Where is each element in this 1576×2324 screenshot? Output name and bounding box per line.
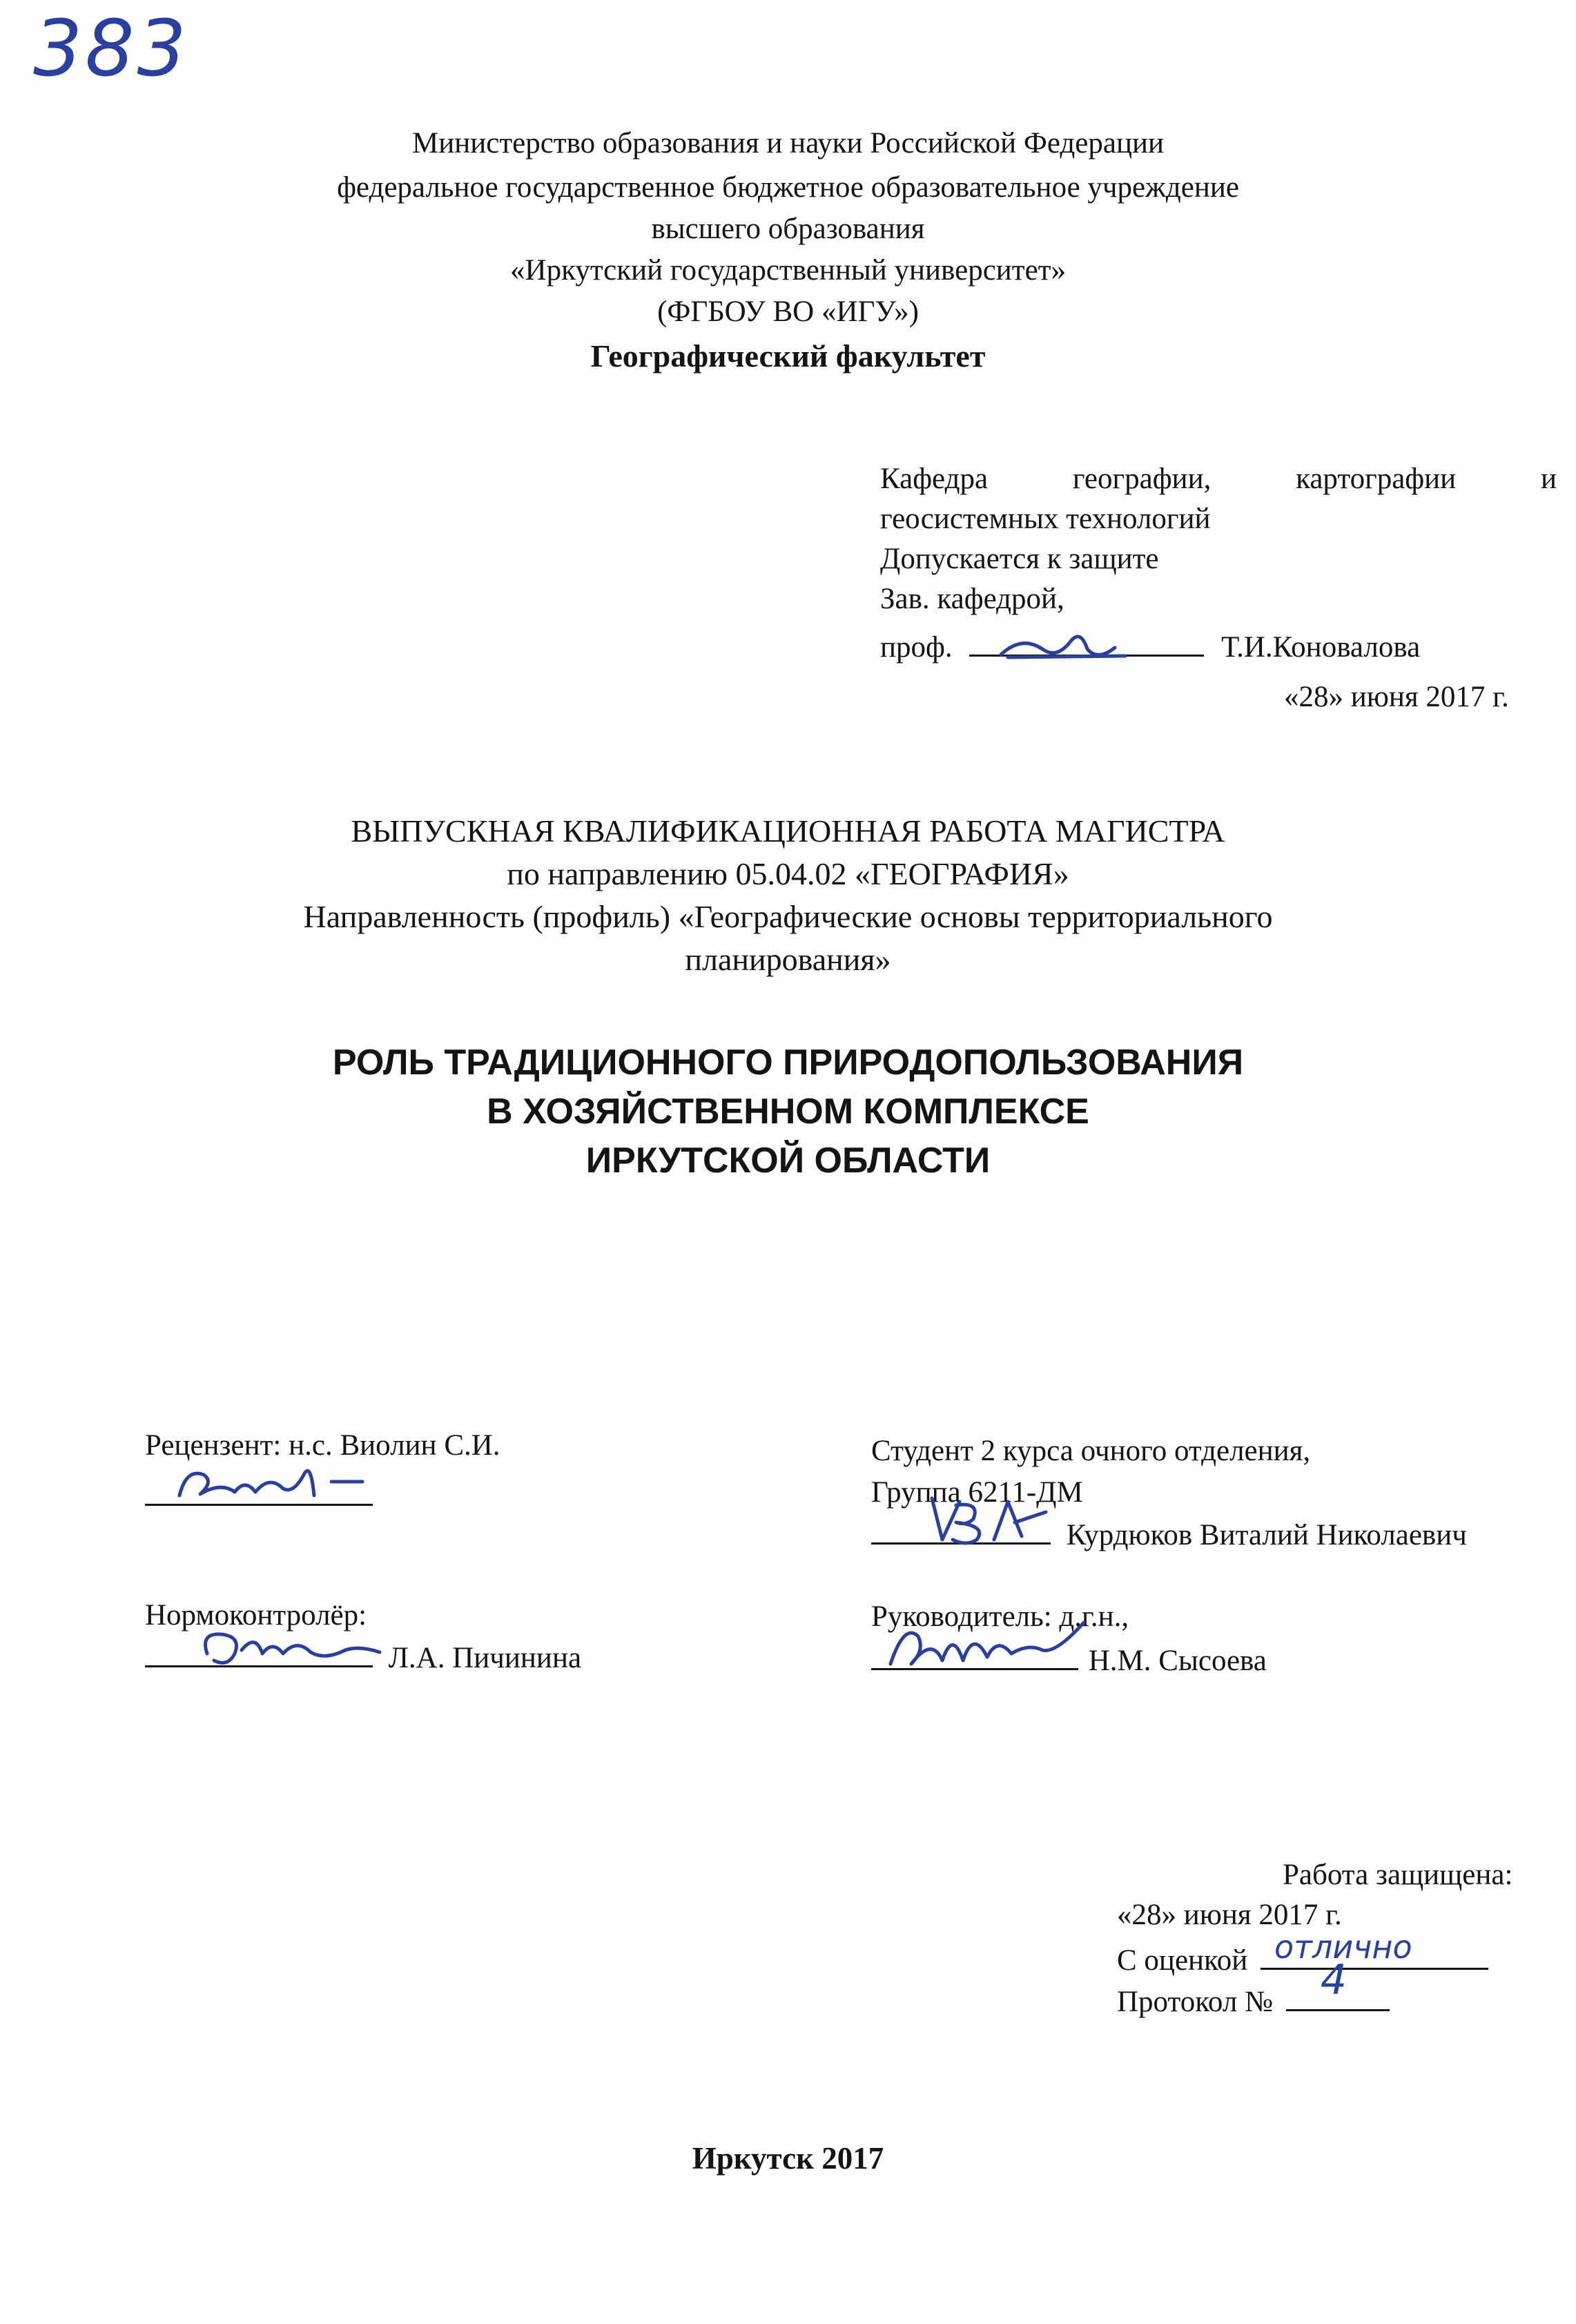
supervisor-name: Н.М. Сысоева [1088, 1645, 1267, 1677]
ministry-line: Министерство образования и науки Российской Федерации [411, 127, 1164, 159]
grade-label: С оценкой [1117, 1944, 1248, 1977]
department-word: и [1540, 463, 1557, 495]
abbreviation-line: (ФГБОУ ВО «ИГУ») [657, 296, 919, 328]
head-signature [994, 621, 1132, 670]
institution-type-line: федеральное государственное бюджетное образовательное учреждение [337, 171, 1239, 204]
student-signature [918, 1484, 1063, 1553]
faculty-line: Географический факультет [590, 338, 986, 374]
defense-date: «28» июня 2017 г. [1117, 1899, 1342, 1931]
department-line2: геосистемных технологий [880, 503, 1211, 535]
prof-prefix: проф. [880, 631, 953, 664]
department-word: Кафедра [880, 463, 989, 495]
normcontrol-signature [193, 1619, 393, 1674]
profile-line2: планирования» [685, 942, 891, 977]
reviewer-signature [173, 1454, 373, 1509]
department-word: географии, [1072, 463, 1212, 495]
grade-handwritten: отлично [1274, 1928, 1412, 1966]
head-name: Т.И.Коновалова [1221, 631, 1421, 664]
head-line: Зав. кафедрой, [880, 583, 1064, 615]
work-title-line2: В ХОЗЯЙСТВЕННОМ КОМПЛЕКСЕ [487, 1092, 1089, 1132]
direction-line: по направлению 05.04.02 «ГЕОГРАФИЯ» [507, 856, 1069, 891]
student-name: Курдюков Виталий Николаевич [1066, 1519, 1467, 1551]
supervisor-signature [877, 1609, 1098, 1678]
protocol-label: Протокол № [1117, 1986, 1274, 2018]
defense-status: Работа защищена: [1283, 1859, 1513, 1891]
work-type-line: ВЫПУСКНАЯ КВАЛИФИКАЦИОННАЯ РАБОТА МАГИСТРА [351, 813, 1225, 849]
university-line: «Иркутский государственный университет» [510, 254, 1066, 287]
profile-line1: Направленность (профиль) «Географические основы территориального [303, 899, 1273, 934]
city-year: Иркутск 2017 [692, 2141, 884, 2176]
protocol-underline [1286, 1956, 1390, 2011]
student-group: Группа 6211-ДМ [871, 1476, 1083, 1509]
department-line [880, 460, 1557, 498]
reviewer-label: Рецензент: н.с. Виолин С.И. [145, 1429, 500, 1462]
normcontrol-label: Нормоконтролёр: [145, 1599, 367, 1631]
grade-underline [1261, 1928, 1488, 1970]
work-title-line1: РОЛЬ ТРАДИЦИОННОГО ПРИРОДОПОЛЬЗОВАНИЯ [332, 1043, 1244, 1083]
approval-date: «28» июня 2017 г. [1284, 681, 1509, 713]
protocol-handwritten: 4 [1320, 1956, 1348, 2004]
education-level-line: высшего образования [651, 213, 925, 245]
work-title-line3: ИРКУТСКОЙ ОБЛАСТИ [585, 1141, 991, 1181]
department-word: картографии [1296, 463, 1457, 495]
page-number-handwritten: 383 [33, 4, 189, 94]
student-line1: Студент 2 курса очного отделения, [871, 1435, 1311, 1467]
supervisor-label: Руководитель: д.г.н., [871, 1600, 1129, 1633]
head-signature-line [880, 628, 1420, 667]
normcontrol-name: Л.А. Пичинина [388, 1642, 582, 1674]
admitted-line: Допускается к защите [880, 543, 1159, 575]
